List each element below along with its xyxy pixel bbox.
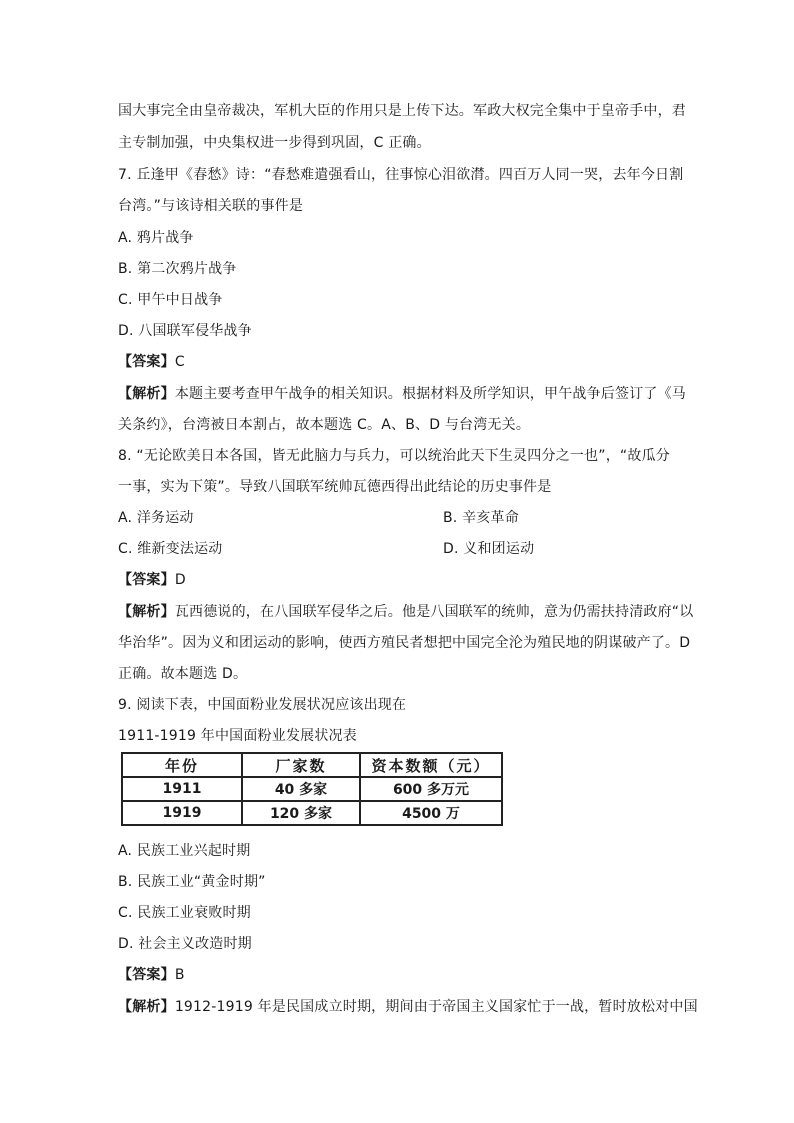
flour-industry-table [121,752,503,826]
answer-tag: 【答案】 [118,572,175,588]
table-header-row [122,753,502,777]
q9-option-d: D. 社会主义改造时期 [118,936,252,952]
q7-explanation [118,384,686,404]
q7-option-a: A. 鸦片战争 [118,230,194,246]
q8-explanation-cont: 华治华”。因为义和团运动的影响，使西方殖民者想把中国完全沦为殖民地的阴谋破产了。D [118,635,691,651]
q7-explanation-cont: 关条约》，台湾被日本割占，故本题选 C。A、B、D 与台湾无关。 [118,417,531,433]
q8-option-d: D. 义和团运动 [443,541,535,557]
answer-value: B [174,967,185,983]
answer-value: C [174,354,185,370]
question-8-stem-cont: 一事，实为下策”。导致八国联军统帅瓦德西得出此结论的历史事件是 [118,479,552,495]
q7-answer [118,352,185,372]
answer-value: D [174,572,186,588]
q9-option-b: B. 民族工业“黄金时期” [118,874,266,890]
answer-tag: 【答案】 [118,354,175,370]
q8-answer [118,570,186,590]
table-caption: 1911-1919 年中国面粉业发展状况表 [118,728,357,744]
table-cell: 600 多万元 [360,777,502,801]
table-cell: 120 多家 [242,801,360,825]
table-header: 资本数额（元） [360,753,502,777]
q8-explanation-cont: 正确。故本题选 D。 [118,666,248,682]
q7-option-d: D. 八国联军侵华战争 [118,323,252,339]
q7-option-b: B. 第二次鸦片战争 [118,261,237,277]
question-8-stem: 8. “无论欧美日本各国，皆无此脑力与兵力，可以统治此天下生灵四分之一也”，“故瓜分 [118,448,670,464]
q9-explanation [118,997,698,1017]
table-cell: 40 多家 [242,777,360,801]
q7-option-c: C. 甲午中日战争 [118,292,223,308]
question-9-stem: 9. 阅读下表，中国面粉业发展状况应该出现在 [118,697,407,713]
table-cell: 1911 [122,777,242,801]
explanation-text: 瓦西德说的，在八国联军侵华之后。他是八国联军的统帅，意为仍需扶持清政府“以 [174,604,694,620]
q8-explanation [118,602,693,622]
q8-option-c: C. 维新变法运动 [118,541,223,557]
question-7-stem-cont: 台湾。”与该诗相关联的事件是 [118,198,304,214]
text-line: 国大事完全由皇帝裁决，军机大臣的作用只是上传下达。军政大权完全集中于皇帝手中，君 [118,103,686,119]
table-row [122,801,502,825]
q9-option-c: C. 民族工业衰败时期 [118,905,251,921]
explanation-tag: 【解析】 [118,999,175,1015]
table-row [122,777,502,801]
q8-option-b: B. 辛亥革命 [443,510,519,526]
table-header: 年份 [122,753,242,777]
table-cell: 1919 [122,801,242,825]
explanation-tag: 【解析】 [118,604,175,620]
explanation-tag: 【解析】 [118,386,175,402]
answer-tag: 【答案】 [118,967,175,983]
table-header: 厂家数 [242,753,360,777]
table-cell: 4500 万 [360,801,502,825]
explanation-text: 本题主要考查甲午战争的相关知识。根据材料及所学知识，甲午战争后签订了《马 [174,386,687,402]
explanation-text: 1912-1919 年是民国成立时期，期间由于帝国主义国家忙于一战，暂时放松对中国 [174,999,698,1015]
q9-option-a: A. 民族工业兴起时期 [118,843,251,859]
question-7-stem: 7. 丘逢甲《春愁》诗：“春愁难遣强看山，往事惊心泪欲潸。四百万人同一哭，去年今日割 [118,167,684,183]
q9-answer [118,965,185,985]
q8-option-a: A. 洋务运动 [118,510,194,526]
text-line: 主专制加强，中央集权进一步得到巩固，C 正确。 [118,135,431,151]
